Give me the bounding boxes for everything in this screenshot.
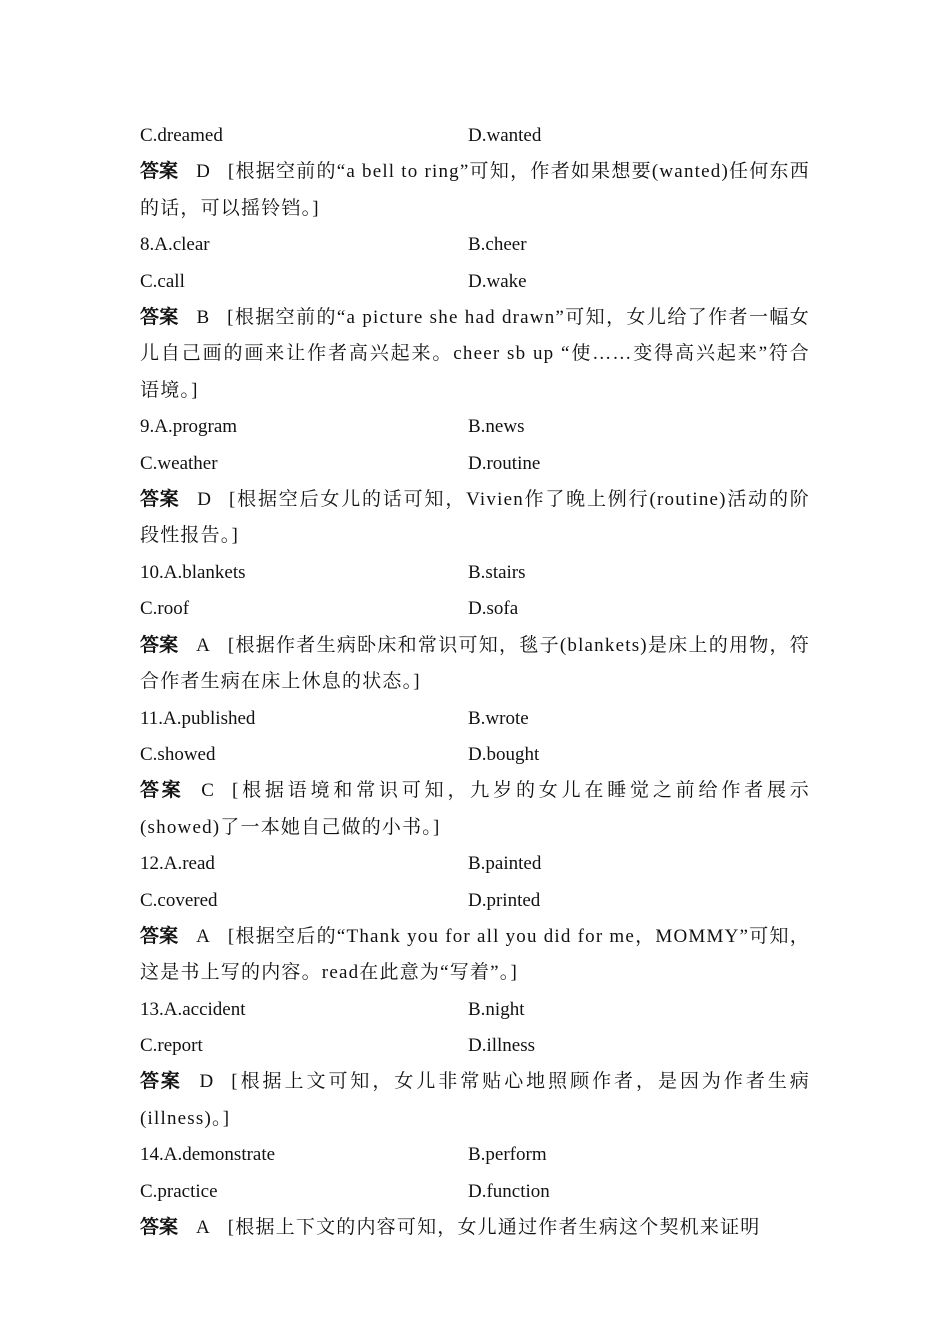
answer-explanation bbox=[140, 1210, 810, 1246]
answer-label: 答案 bbox=[140, 634, 179, 656]
option-row bbox=[140, 992, 810, 1028]
option-d: D.sofa bbox=[468, 598, 519, 620]
answer-explanation bbox=[140, 628, 810, 701]
option-c: C.covered bbox=[140, 889, 218, 911]
option-d: D.illness bbox=[468, 1035, 536, 1057]
option-a: 13.A.accident bbox=[140, 998, 246, 1020]
option-c: C.showed bbox=[140, 743, 216, 765]
answer-explanation bbox=[140, 482, 810, 555]
question-list bbox=[140, 118, 810, 1246]
option-row bbox=[140, 409, 810, 445]
answer-label: 答案 bbox=[140, 780, 184, 802]
option-a: 14.A.demonstrate bbox=[140, 1144, 276, 1166]
answer-explanation bbox=[140, 1064, 810, 1137]
option-a: 8.A.clear bbox=[140, 234, 210, 256]
answer-label: 答案 bbox=[140, 925, 179, 947]
answer-letter: A bbox=[196, 925, 210, 947]
answer-label: 答案 bbox=[140, 488, 180, 510]
option-d: D.function bbox=[468, 1180, 550, 1202]
option-a: 12.A.read bbox=[140, 853, 215, 875]
option-row bbox=[140, 118, 810, 154]
option-c: C.weather bbox=[140, 452, 218, 474]
answer-label: 答案 bbox=[140, 161, 179, 183]
option-row bbox=[140, 1137, 810, 1173]
explanation-text: [根据语境和常识可知，九岁的女儿在睡觉之前给作者展示(showed)了一本她自己做的小书。] bbox=[140, 780, 810, 838]
answer-letter: C bbox=[201, 780, 214, 802]
answer-label: 答案 bbox=[140, 1071, 182, 1093]
option-b: B.painted bbox=[468, 853, 542, 875]
option-d: D.wanted bbox=[468, 125, 542, 147]
explanation-text: [根据空前的“a bell to ring”可知，作者如果想要(wanted)任何东西的话，可以摇铃铛。] bbox=[140, 161, 810, 219]
answer-letter: D bbox=[197, 488, 211, 510]
option-c: C.practice bbox=[140, 1180, 218, 1202]
answer-letter: A bbox=[196, 634, 210, 656]
option-b: B.cheer bbox=[468, 234, 527, 256]
option-c: C.report bbox=[140, 1035, 203, 1057]
option-c: C.roof bbox=[140, 598, 190, 620]
option-b: B.perform bbox=[468, 1144, 547, 1166]
option-row bbox=[140, 591, 810, 627]
explanation-text: [根据空后女儿的话可知，Vivien作了晚上例行(routine)活动的阶段性报告。] bbox=[140, 488, 810, 547]
option-a: 11.A.published bbox=[140, 707, 256, 729]
option-d: D.bought bbox=[468, 743, 540, 765]
question-item bbox=[140, 846, 810, 992]
option-row bbox=[140, 446, 810, 482]
question-item bbox=[140, 700, 810, 846]
option-d: D.routine bbox=[468, 452, 541, 474]
option-b: B.news bbox=[468, 416, 525, 438]
answer-label: 答案 bbox=[140, 306, 179, 328]
explanation-text: [根据上文可知，女儿非常贴心地照顾作者，是因为作者生病(illness)。] bbox=[140, 1071, 810, 1129]
answer-explanation bbox=[140, 773, 810, 846]
answer-explanation bbox=[140, 919, 810, 992]
answer-label: 答案 bbox=[140, 1216, 179, 1238]
question-item bbox=[140, 227, 810, 409]
answer-letter: D bbox=[196, 161, 210, 183]
option-row bbox=[140, 882, 810, 918]
option-b: B.night bbox=[468, 998, 525, 1020]
option-row bbox=[140, 264, 810, 300]
question-item bbox=[140, 409, 810, 555]
explanation-text: [根据上下文的内容可知，女儿通过作者生病这个契机来证明 bbox=[227, 1216, 761, 1238]
option-row bbox=[140, 846, 810, 882]
option-a: 10.A.blankets bbox=[140, 561, 246, 583]
answer-explanation bbox=[140, 154, 810, 227]
option-d: D.printed bbox=[468, 889, 541, 911]
answer-letter: A bbox=[196, 1216, 210, 1238]
option-d: D.wake bbox=[468, 270, 527, 292]
option-row bbox=[140, 1174, 810, 1210]
explanation-text: [根据空前的“a picture she had drawn”可知，女儿给了作者一幅女儿自己画的画来让作者高兴起来。cheer sb up “使……变得高兴起来”符合语境。] bbox=[140, 306, 810, 401]
answer-explanation bbox=[140, 300, 810, 409]
explanation-text: [根据作者生病卧床和常识可知，毯子(blankets)是床上的用物，符合作者生病在床上休息的状态。] bbox=[140, 634, 810, 692]
question-item bbox=[140, 1137, 810, 1246]
option-c: C.dreamed bbox=[140, 125, 223, 147]
option-row bbox=[140, 555, 810, 591]
answer-letter: D bbox=[199, 1071, 214, 1093]
explanation-text: [根据空后的“Thank you for all you did for me，MOMMY”可知，这是书上写的内容。read在此意为“写着”。] bbox=[140, 925, 810, 984]
option-a: 9.A.program bbox=[140, 416, 238, 438]
question-item bbox=[140, 992, 810, 1138]
option-b: B.wrote bbox=[468, 707, 529, 729]
question-item bbox=[140, 555, 810, 701]
option-c: C.call bbox=[140, 270, 185, 292]
option-row bbox=[140, 227, 810, 263]
option-row bbox=[140, 700, 810, 736]
question-item bbox=[140, 118, 810, 227]
option-row bbox=[140, 737, 810, 773]
option-b: B.stairs bbox=[468, 561, 526, 583]
answer-letter: B bbox=[196, 306, 210, 328]
option-row bbox=[140, 1028, 810, 1064]
